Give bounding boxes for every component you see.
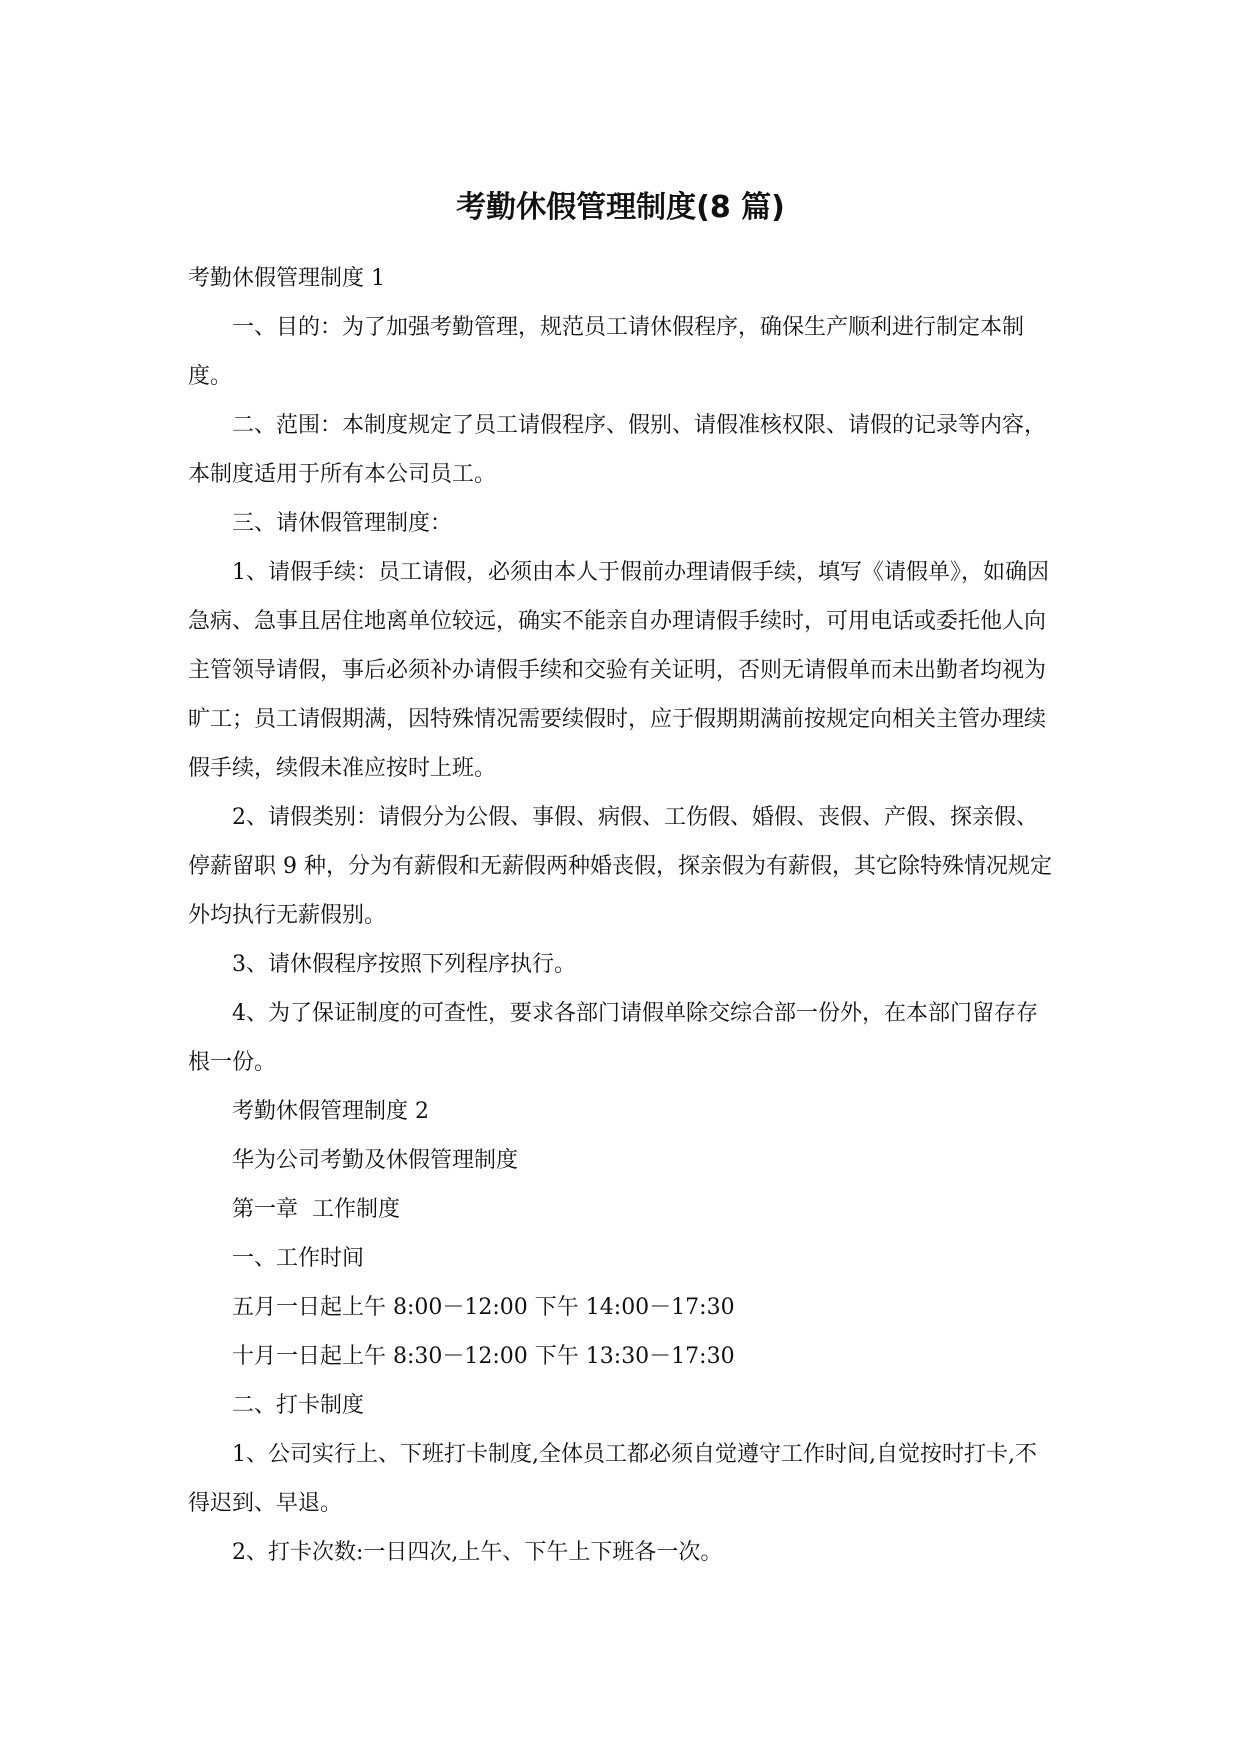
paragraph: 2、打卡次数:一日四次,上午、下午上下班各一次。 <box>232 1540 723 1565</box>
paragraph: 一、工作时间 <box>232 1246 365 1271</box>
paragraph: 4、为了保证制度的可查性，要求各部门请假单除交综合部一份外，在本部门留存存根一份。 <box>188 1001 1038 1075</box>
document-body <box>188 254 1058 1577</box>
paragraph: 华为公司考勤及休假管理制度 <box>232 1148 519 1173</box>
paragraph: 1、请假手续：员工请假，必须由本人于假前办理请假手续，填写《请假单》，如确因急病、急事且居住地离单位较远，确实不能亲自办理请假手续时，可用电话或委托他人向主管领导请假，事后必须补办请假手续和交验有关证明，否则无请假单而未出勤者均视为旷工；员工请假期满，因特殊情况需要续假时，应于假期期满前按规定向相关主管办理续假手续，续假未准应按时上班。 <box>188 560 1049 781</box>
paragraph: 1、公司实行上、下班打卡制度,全体员工都必须自觉遵守工作时间,自觉按时打卡,不得迟到、早退。 <box>188 1442 1037 1516</box>
paragraph: 五月一日起上午 8:00－12:00 下午 14:00－17:30 <box>232 1295 735 1320</box>
section-heading: 考勤休假管理制度 2 <box>232 1099 429 1124</box>
paragraph: 3、请休假程序按照下列程序执行。 <box>232 952 576 977</box>
paragraph: 十月一日起上午 8:30－12:00 下午 13:30－17:30 <box>232 1344 735 1369</box>
document-title: 考勤休假管理制度(8 篇) <box>456 190 785 225</box>
paragraph: 2、请假类别：请假分为公假、事假、病假、工伤假、婚假、丧假、产假、探亲假、停薪留职 9 种，分为有薪假和无薪假两种婚丧假，探亲假为有薪假，其它除特殊情况规定外均执行无薪假别。 <box>188 805 1052 928</box>
section-heading: 考勤休假管理制度 1 <box>188 266 385 291</box>
paragraph: 三、请休假管理制度： <box>232 511 453 536</box>
paragraph: 二、范围：本制度规定了员工请假程序、假别、请假准核权限、请假的记录等内容，本制度适用于所有本公司员工。 <box>188 413 1047 487</box>
chapter-heading: 第一章 工作制度 <box>232 1197 400 1222</box>
paragraph: 一、目的：为了加强考勤管理，规范员工请休假程序，确保生产顺利进行制定本制度。 <box>188 315 1025 389</box>
paragraph: 二、打卡制度 <box>232 1393 365 1418</box>
